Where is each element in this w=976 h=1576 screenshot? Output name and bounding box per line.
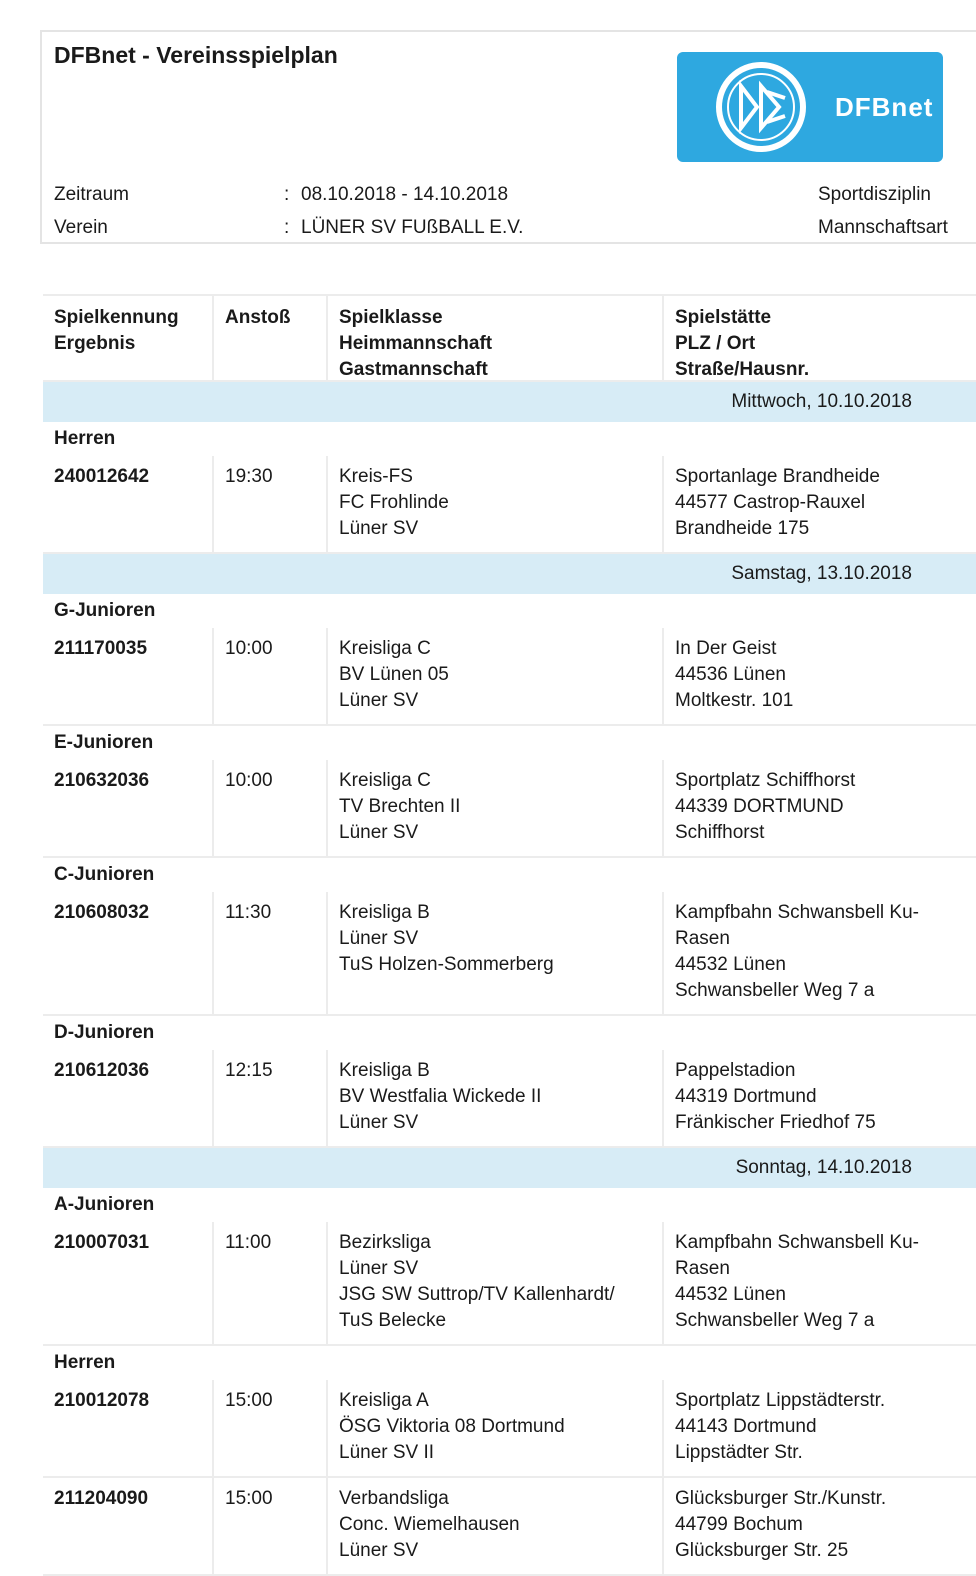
league-teams-cell <box>326 1380 662 1476</box>
venue-line: Kampfbahn Schwansbell Ku- <box>675 902 919 923</box>
header-col-spielstaette <box>662 296 976 380</box>
venue-line: Glücksburger Str./Kunstr. <box>675 1488 887 1509</box>
league-teams-line: Lüner SV <box>339 690 419 711</box>
league-teams-line: Lüner SV <box>339 1540 419 1561</box>
league-teams-line: TuS Holzen-Sommerberg <box>339 954 554 975</box>
verein-colon: : <box>284 217 290 238</box>
venue-line: Moltkestr. 101 <box>675 690 794 711</box>
match-row <box>43 628 976 726</box>
venue-cell <box>662 456 976 552</box>
league-teams-line: Kreisliga C <box>339 638 431 659</box>
venue-cell <box>662 1478 976 1574</box>
zeitraum-colon: : <box>284 184 290 205</box>
league-teams-line: Kreisliga B <box>339 1060 430 1081</box>
venue-cell <box>662 760 976 856</box>
header-col-spielklasse <box>326 296 662 380</box>
venue-cell <box>662 1380 976 1476</box>
league-teams-line: Lüner SV <box>339 928 419 949</box>
kickoff-cell <box>212 456 326 552</box>
kickoff-cell <box>212 628 326 724</box>
venue-cell <box>662 1222 976 1344</box>
kickoff-time: 11:30 <box>225 902 272 923</box>
match-row <box>43 1380 976 1478</box>
match-id-cell <box>43 1478 212 1574</box>
league-teams-line: TV Brechten II <box>339 796 461 817</box>
header-col-anstoss <box>212 296 326 380</box>
venue-line: 44532 Lünen <box>675 1284 786 1305</box>
team-group-label: Herren <box>54 428 116 449</box>
venue-line: Fränkischer Friedhof 75 <box>675 1112 876 1133</box>
match-id: 210012078 <box>54 1390 150 1411</box>
league-teams-line: Lüner SV II <box>339 1442 435 1463</box>
header-text: Straße/Hausnr. <box>675 359 810 380</box>
kickoff-time: 15:00 <box>225 1488 273 1509</box>
venue-line: 44319 Dortmund <box>675 1086 817 1107</box>
venue-cell <box>662 628 976 724</box>
match-id: 211204090 <box>54 1488 149 1509</box>
venue-line: Lippstädter Str. <box>675 1442 803 1463</box>
venue-line: 44143 Dortmund <box>675 1416 817 1437</box>
header-text: Gastmannschaft <box>339 359 488 380</box>
venue-line: 44532 Lünen <box>675 954 786 975</box>
match-row <box>43 760 976 858</box>
league-teams-cell <box>326 892 662 1014</box>
kickoff-cell <box>212 1222 326 1344</box>
league-teams-line: Lüner SV <box>339 1258 419 1279</box>
day-header: Mittwoch, 10.10.2018 <box>43 382 976 422</box>
match-id: 211170035 <box>54 638 148 659</box>
league-teams-cell <box>326 628 662 724</box>
kickoff-time: 15:00 <box>225 1390 273 1411</box>
match-row <box>43 1050 976 1148</box>
match-id-cell <box>43 456 212 552</box>
team-group-label: Herren <box>54 1352 116 1373</box>
venue-line: Sportplatz Schiffhorst <box>675 770 856 791</box>
venue-line: Glücksburger Str. 25 <box>675 1540 849 1561</box>
venue-line: 44339 DORTMUND <box>675 796 844 817</box>
venue-line: Schwansbeller Weg 7 a <box>675 980 875 1001</box>
match-id: 210007031 <box>54 1232 150 1253</box>
league-teams-line: TuS Belecke <box>339 1310 447 1331</box>
kickoff-cell <box>212 760 326 856</box>
kickoff-time: 19:30 <box>225 466 273 487</box>
kickoff-cell <box>212 1050 326 1146</box>
league-teams-line: Bezirksliga <box>339 1232 431 1253</box>
venue-line: 44577 Castrop-Rauxel <box>675 492 866 513</box>
mannschaftsart-label: Mannschaftsart <box>818 217 948 238</box>
team-group-label: C-Junioren <box>54 864 155 885</box>
league-teams-cell <box>326 760 662 856</box>
match-row <box>43 1478 976 1576</box>
header-text: Anstoß <box>225 307 291 328</box>
kickoff-cell <box>212 1380 326 1476</box>
logo-text: DFBnet <box>835 92 934 122</box>
match-row <box>43 892 976 1016</box>
header-text: Heimmannschaft <box>339 333 493 354</box>
day-header: Samstag, 13.10.2018 <box>43 554 976 594</box>
venue-line: Brandheide 175 <box>675 518 810 539</box>
page-title: DFBnet - Vereinsspielplan <box>54 42 338 68</box>
league-teams-cell <box>326 1478 662 1574</box>
league-teams-line: BV Lünen 05 <box>339 664 449 685</box>
dfb-emblem-icon <box>711 58 821 156</box>
venue-line: 44536 Lünen <box>675 664 786 685</box>
team-group-label: A-Junioren <box>54 1194 155 1215</box>
league-teams-line: Kreisliga C <box>339 770 431 791</box>
league-teams-line: Kreis-FS <box>339 466 413 487</box>
match-id-cell <box>43 1380 212 1476</box>
match-id-cell <box>43 1050 212 1146</box>
venue-line: 44799 Bochum <box>675 1514 803 1535</box>
venue-line: Sportplatz Lippstädterstr. <box>675 1390 886 1411</box>
kickoff-time: 11:00 <box>225 1232 272 1253</box>
match-id-cell <box>43 1222 212 1344</box>
sportdisziplin-label: Sportdisziplin <box>818 184 931 205</box>
header-text: Spielstätte <box>675 307 772 328</box>
league-teams-line: Lüner SV <box>339 822 419 843</box>
league-teams-line: BV Westfalia Wickede II <box>339 1086 542 1107</box>
zeitraum-label: Zeitraum <box>54 184 129 205</box>
venue-line: Rasen <box>675 1258 730 1279</box>
league-teams-cell <box>326 1050 662 1146</box>
match-id: 210608032 <box>54 902 150 923</box>
header-text: Spielkennung <box>54 307 179 328</box>
schedule-table <box>43 294 976 1576</box>
match-id-cell <box>43 892 212 1014</box>
kickoff-cell <box>212 892 326 1014</box>
header-text: Spielklasse <box>339 307 443 328</box>
league-teams-line: ÖSG Viktoria 08 Dortmund <box>339 1416 565 1437</box>
verein-value: LÜNER SV FUßBALL E.V. <box>301 217 524 238</box>
league-teams-line: JSG SW Suttrop/TV Kallenhardt/ <box>339 1284 615 1305</box>
kickoff-cell <box>212 1478 326 1574</box>
match-id: 210632036 <box>54 770 150 791</box>
league-teams-line: FC Frohlinde <box>339 492 449 513</box>
verein-label: Verein <box>54 217 108 238</box>
header-col-spielkennung <box>43 296 212 380</box>
league-teams-line: Kreisliga A <box>339 1390 429 1411</box>
dfbnet-logo <box>677 52 943 162</box>
league-teams-cell <box>326 1222 662 1344</box>
match-id: 240012642 <box>54 466 150 487</box>
header-text: PLZ / Ort <box>675 333 756 354</box>
venue-line: Rasen <box>675 928 730 949</box>
venue-line: Schwansbeller Weg 7 a <box>675 1310 875 1331</box>
zeitraum-value: 08.10.2018 - 14.10.2018 <box>301 184 509 205</box>
league-teams-cell <box>326 456 662 552</box>
team-group-label: G-Junioren <box>54 600 156 621</box>
match-id-cell <box>43 628 212 724</box>
team-group-label: D-Junioren <box>54 1022 155 1043</box>
league-teams-line: Lüner SV <box>339 1112 419 1133</box>
table-header-row <box>43 294 976 382</box>
match-row <box>43 1222 976 1346</box>
match-id-cell <box>43 760 212 856</box>
venue-cell <box>662 1050 976 1146</box>
venue-line: Sportanlage Brandheide <box>675 466 880 487</box>
match-row <box>43 456 976 554</box>
league-teams-line: Lüner SV <box>339 518 419 539</box>
day-header: Sonntag, 14.10.2018 <box>43 1148 976 1188</box>
league-teams-line: Kreisliga B <box>339 902 430 923</box>
venue-line: Schiffhorst <box>675 822 765 843</box>
team-group-label: E-Junioren <box>54 732 154 753</box>
league-teams-line: Verbandsliga <box>339 1488 449 1509</box>
kickoff-time: 12:15 <box>225 1060 273 1081</box>
kickoff-time: 10:00 <box>225 638 273 659</box>
venue-line: In Der Geist <box>675 638 777 659</box>
venue-cell <box>662 892 976 1014</box>
venue-line: Pappelstadion <box>675 1060 796 1081</box>
league-teams-line: Conc. Wiemelhausen <box>339 1514 520 1535</box>
kickoff-time: 10:00 <box>225 770 273 791</box>
venue-line: Kampfbahn Schwansbell Ku- <box>675 1232 919 1253</box>
header-text: Ergebnis <box>54 333 136 354</box>
match-id: 210612036 <box>54 1060 150 1081</box>
